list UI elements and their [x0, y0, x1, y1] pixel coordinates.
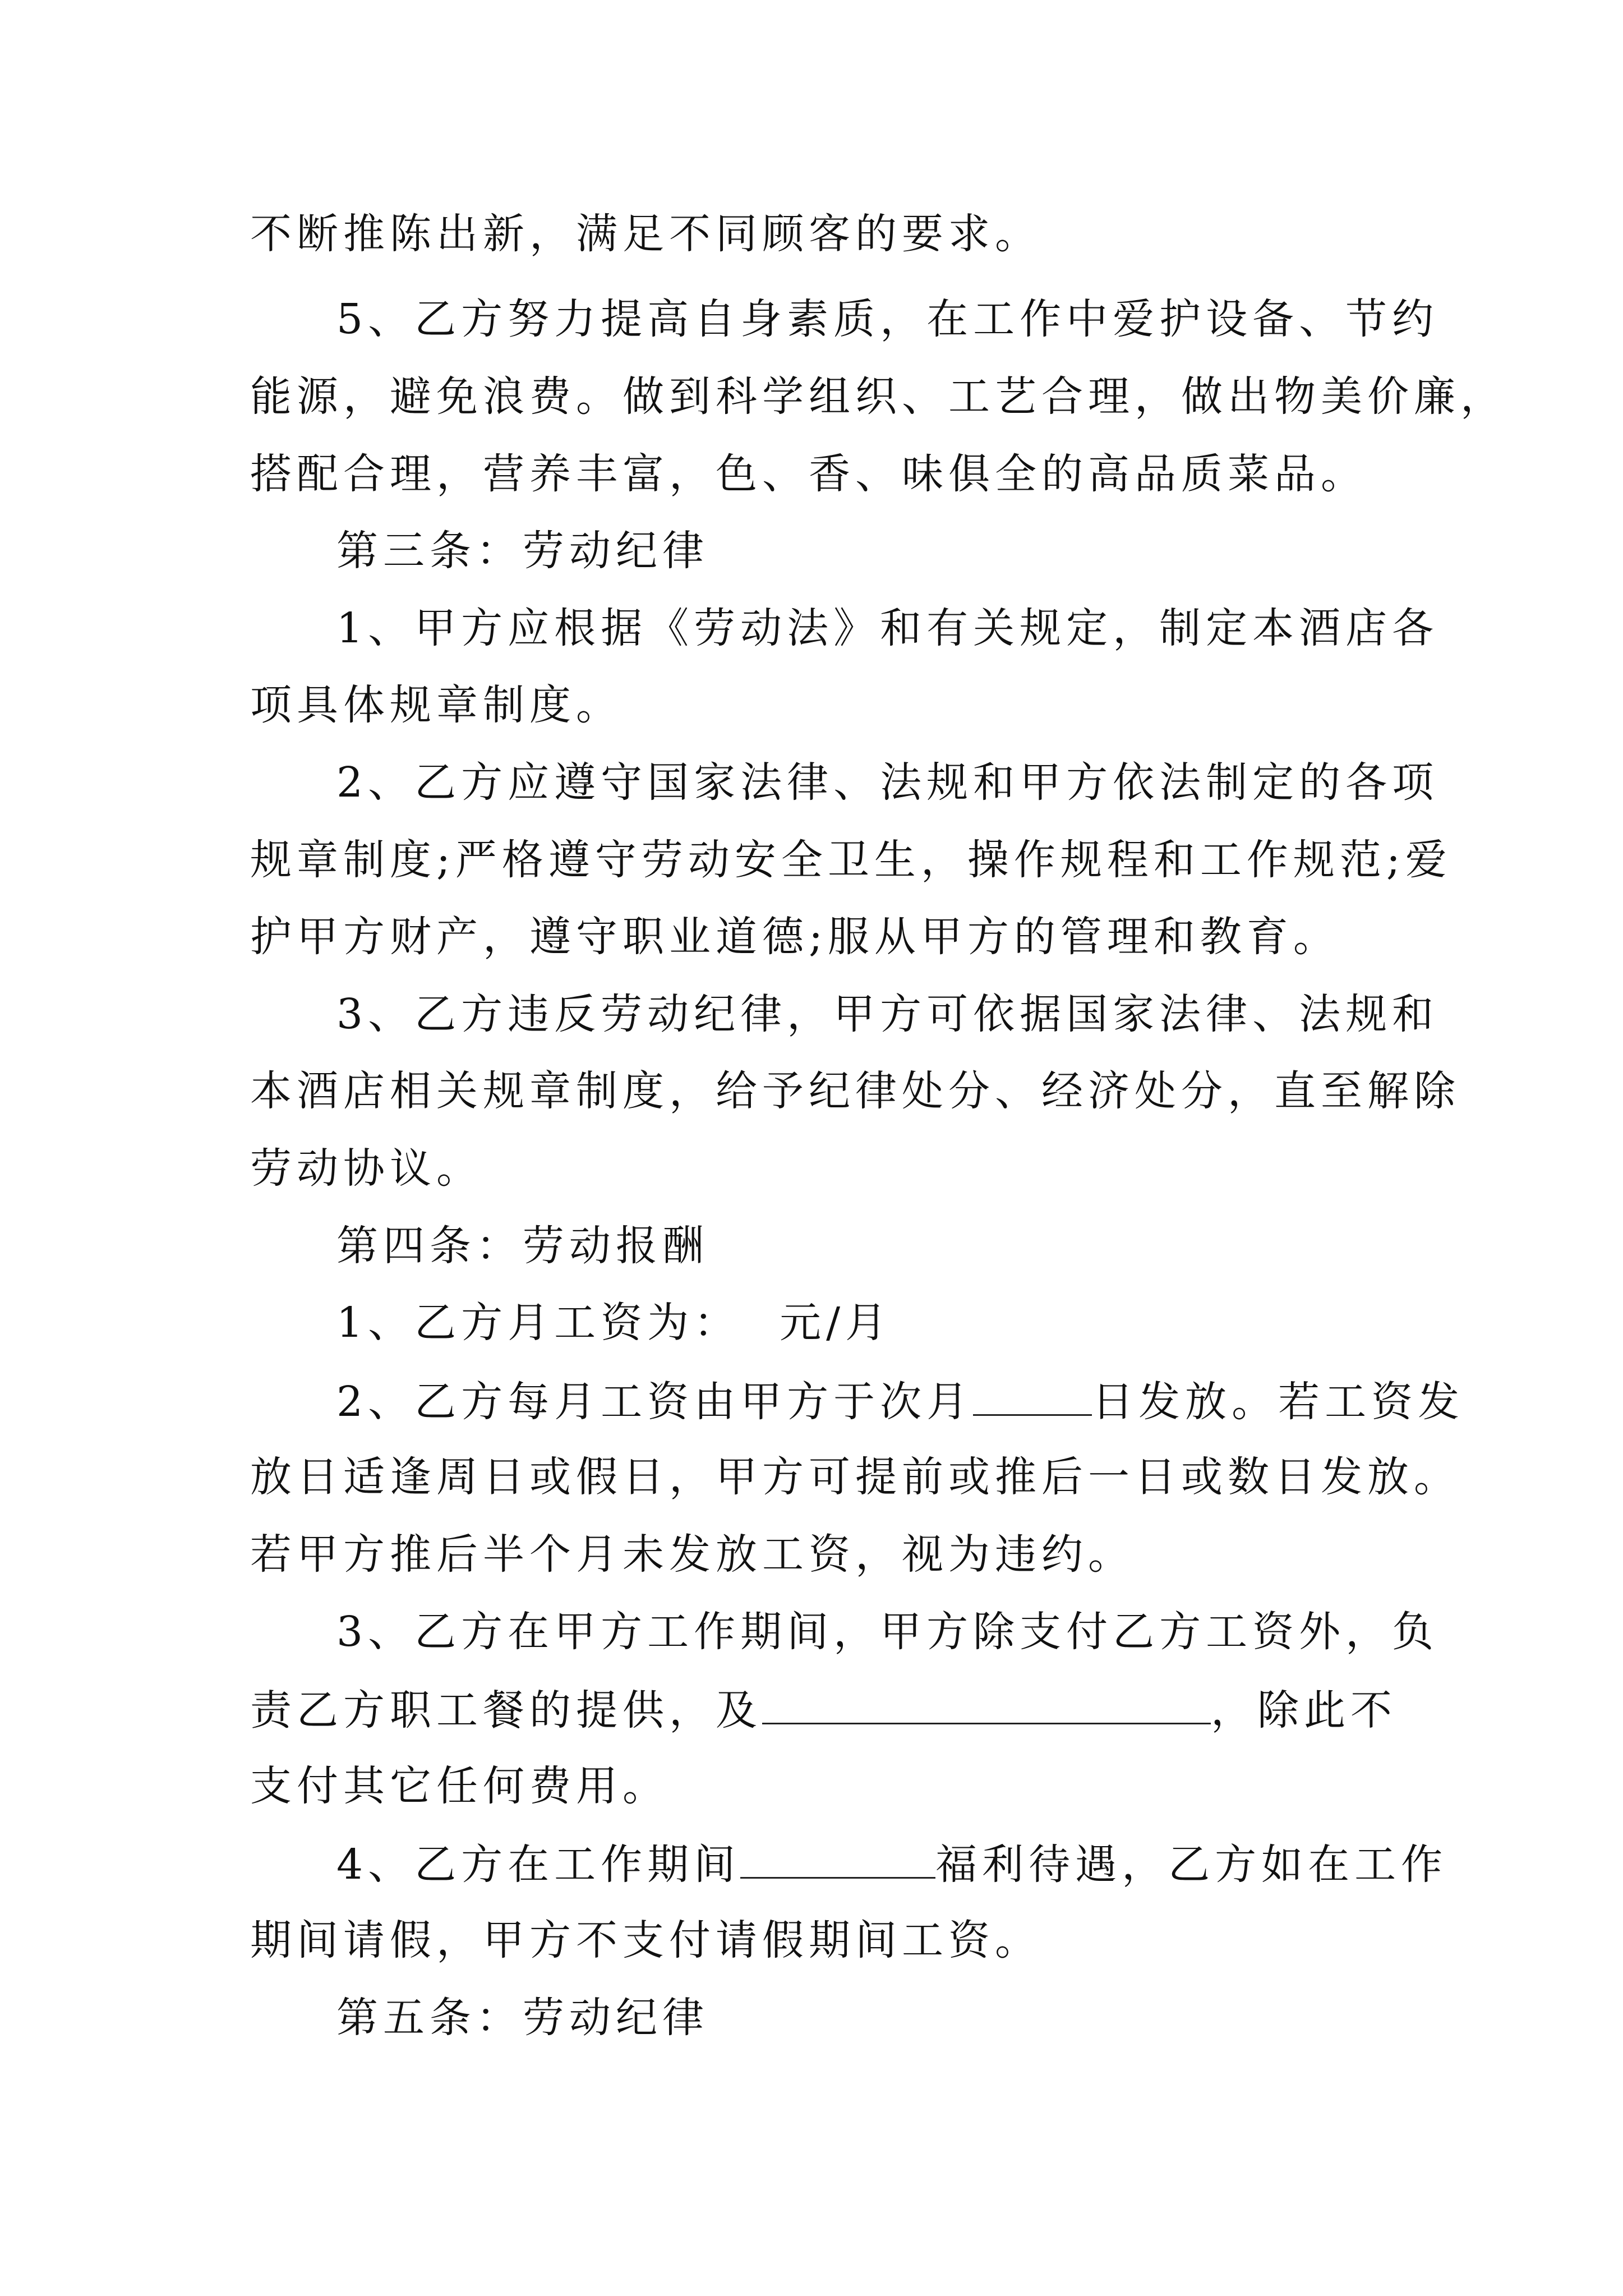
- meal-text-end: ，除此不: [1211, 1686, 1397, 1734]
- payday-blank[interactable]: [973, 1379, 1092, 1416]
- paragraph-line: 3、乙方违反劳动纪律，甲方可依据国家法律、法规和: [336, 990, 1439, 1038]
- welfare-text-end: 福利待遇，乙方如在工作: [935, 1841, 1448, 1889]
- welfare-blank[interactable]: [740, 1842, 935, 1879]
- paragraph-line: 规章制度;严格遵守劳动安全卫生，操作规程和工作规范;爱: [250, 836, 1452, 884]
- paragraph-line: 项具体规章制度。: [250, 681, 623, 729]
- section-heading: 第四条：劳动报酬: [336, 1222, 709, 1270]
- paragraph-line: 放日适逢周日或假日，甲方可提前或推后一日或数日发放。: [250, 1453, 1460, 1501]
- section-heading: 第五条：劳动纪律: [336, 1994, 709, 2042]
- salary-label: 1、乙方月工资为：: [336, 1299, 741, 1347]
- payday-line: [336, 1378, 1465, 1426]
- payday-text-end: 日发放。若工资发: [1092, 1378, 1465, 1426]
- extra-provision-blank[interactable]: [762, 1688, 1211, 1724]
- paragraph-line: 5、乙方努力提高自身素质，在工作中爱护设备、节约: [336, 295, 1439, 343]
- meal-text-start: 责乙方职工餐的提供，及: [250, 1686, 762, 1734]
- paragraph-line: 本酒店相关规章制度，给予纪律处分、经济处分，直至解除: [250, 1067, 1460, 1115]
- paragraph-line: 能源，避免浪费。做到科学组织、工艺合理，做出物美价廉，: [250, 372, 1507, 421]
- paragraph-line: 不断推陈出新，满足不同顾客的要求。: [250, 210, 1041, 258]
- welfare-line: [336, 1841, 1448, 1889]
- paragraph-line: 期间请假，甲方不支付请假期间工资。: [250, 1916, 1041, 1964]
- welfare-text-start: 4、乙方在工作期间: [336, 1841, 741, 1889]
- paragraph-line: 劳动协议。: [250, 1144, 483, 1193]
- salary-unit: 元/月: [780, 1299, 892, 1347]
- paragraph-line: 搭配合理，营养丰富，色、香、味俱全的高品质菜品。: [250, 450, 1367, 498]
- meal-line: [250, 1686, 1397, 1734]
- paragraph-line: 2、乙方应遵守国家法律、法规和甲方依法制定的各项: [336, 758, 1439, 807]
- section-heading: 第三条：劳动纪律: [336, 527, 709, 575]
- paragraph-line: 1、甲方应根据《劳动法》和有关规定，制定本酒店各: [336, 604, 1439, 652]
- payday-text-start: 2、乙方每月工资由甲方于次月: [336, 1378, 974, 1426]
- paragraph-line: 支付其它任何费用。: [250, 1762, 669, 1810]
- paragraph-line: 若甲方推后半个月未发放工资，视为违约。: [250, 1530, 1135, 1579]
- paragraph-line: 护甲方财产，遵守职业道德;服从甲方的管理和教育。: [250, 913, 1340, 961]
- salary-line: [336, 1299, 892, 1347]
- paragraph-line: 3、乙方在甲方工作期间，甲方除支付乙方工资外，负: [336, 1608, 1439, 1656]
